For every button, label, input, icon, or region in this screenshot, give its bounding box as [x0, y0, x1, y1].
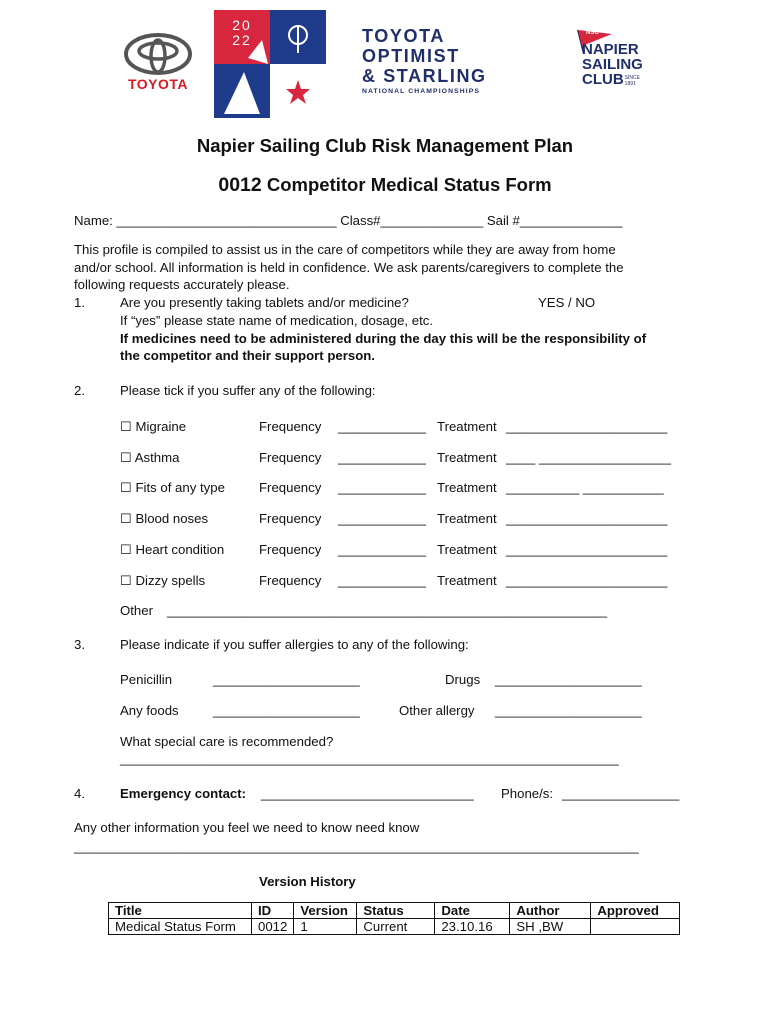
phone-blank[interactable]: ________________ [562, 786, 680, 801]
table-header-row [109, 903, 680, 919]
other-allergy-blank[interactable]: ____________________ [495, 703, 642, 718]
penicillin-blank[interactable]: ____________________ [213, 672, 360, 687]
col-title: Title [109, 903, 252, 919]
condition-migraine-checkbox[interactable]: ☐ Migraine [120, 419, 187, 434]
emergency-contact-label: Emergency contact: [120, 786, 247, 801]
col-author: Author [510, 903, 591, 919]
version-history-table [108, 902, 680, 935]
club-flag-text: NSC [586, 30, 599, 36]
championship-year-logo [214, 10, 326, 118]
frequency-label: Frequency [259, 511, 322, 526]
other-allergy-label: Other allergy [399, 703, 475, 718]
napier-sailing-club-logo [570, 28, 650, 100]
frequency-label: Frequency [259, 419, 322, 434]
other-condition-blank[interactable]: ____________________________________________________________ [167, 603, 608, 618]
col-version: Version [294, 903, 357, 919]
foods-blank[interactable]: ____________________ [213, 703, 360, 718]
frequency-label: Frequency [259, 573, 322, 588]
treatment-blank[interactable]: ____ __________________ [506, 450, 672, 465]
name-class-sail-line: Name: ______________________________ Class#______________ Sail #______________ [74, 213, 623, 228]
treatment-label: Treatment [437, 542, 497, 557]
special-care-blank[interactable]: ____________________________________________________________________ [120, 751, 619, 766]
drugs-label: Drugs [445, 672, 481, 687]
intro-line-3: following requests accurately please. [74, 277, 290, 292]
q1-note: If “yes” please state name of medication, dosage, etc. [120, 313, 434, 328]
event-line-2: OPTIMIST [362, 46, 460, 66]
other-info-label: Any other information you feel we need to know need know [74, 820, 420, 835]
q2-question: Please tick if you suffer any of the following: [120, 383, 376, 398]
club-line-3: CLUB [582, 71, 624, 88]
cell-author: SH ,BW [510, 919, 591, 935]
q1-yes-no: YES / NO [538, 295, 596, 310]
condition-dizzy-checkbox[interactable]: ☐ Dizzy spells [120, 573, 206, 588]
form-code: 0012 [218, 174, 262, 196]
q1-responsibility-line-2: the competitor and their support person. [120, 348, 375, 363]
special-care-label: What special care is recommended? [120, 734, 334, 749]
q1-question: Are you presently taking tablets and/or medicine? [120, 295, 409, 310]
intro-line-2: and/or school. All information is held in confidence. We ask parents/caregivers to complete the [74, 260, 624, 275]
cell-status: Current [357, 919, 435, 935]
emergency-contact-blank[interactable]: _____________________________ [261, 786, 474, 801]
condition-heart-checkbox[interactable]: ☐ Heart condition [120, 542, 225, 557]
treatment-label: Treatment [437, 419, 497, 434]
condition-blood-noses-checkbox[interactable]: ☐ Blood noses [120, 511, 209, 526]
frequency-blank[interactable]: ____________ [338, 573, 427, 588]
treatment-blank[interactable]: ______________________ [506, 511, 668, 526]
optimist-starling-logo [362, 26, 512, 106]
condition-asthma-checkbox[interactable]: ☐ Asthma [120, 450, 180, 465]
club-year: 1891 [624, 81, 636, 87]
frequency-blank[interactable]: ____________ [338, 450, 427, 465]
frequency-blank[interactable]: ____________ [338, 511, 427, 526]
condition-fits-checkbox[interactable]: ☐ Fits of any type [120, 480, 225, 495]
col-status: Status [357, 903, 435, 919]
q1-responsibility-line-1: If medicines need to be administered during the day this will be the responsibility of [120, 331, 647, 346]
toyota-wordmark: TOYOTA [127, 76, 189, 92]
treatment-label: Treatment [437, 450, 497, 465]
page-title: Napier Sailing Club Risk Management Plan [196, 135, 574, 156]
year-top: 20 [232, 17, 252, 33]
cell-id: 0012 [252, 919, 294, 935]
treatment-label: Treatment [437, 511, 497, 526]
frequency-blank[interactable]: ____________ [338, 419, 427, 434]
frequency-label: Frequency [259, 542, 322, 557]
q4-number: 4. [74, 786, 85, 801]
treatment-blank[interactable]: ______________________ [506, 573, 668, 588]
cell-date: 23.10.16 [435, 919, 510, 935]
version-history-heading: Version History [259, 874, 356, 889]
phone-label: Phone/s: [501, 786, 554, 801]
toyota-logo [118, 32, 198, 94]
q2-number: 2. [74, 383, 85, 398]
toyota-emblem-icon [118, 32, 198, 76]
event-line-1: TOYOTA [362, 26, 445, 46]
treatment-label: Treatment [437, 573, 497, 588]
club-since: SINCE [624, 75, 640, 81]
other-info-blank[interactable]: _____________________________________________________________________________ [74, 839, 639, 854]
form-name: Competitor Medical Status Form [266, 174, 552, 195]
club-line-2: SAILING [582, 56, 643, 73]
cell-title: Medical Status Form [109, 919, 252, 935]
frequency-blank[interactable]: ____________ [338, 542, 427, 557]
other-condition-label: Other [120, 603, 153, 618]
col-date: Date [435, 903, 510, 919]
q1-number: 1. [74, 295, 85, 310]
intro-line-1: This profile is compiled to assist us in the care of competitors while they are away from home [74, 242, 616, 257]
form-title [0, 174, 770, 197]
penicillin-label: Penicillin [120, 672, 173, 687]
col-approved: Approved [591, 903, 680, 919]
q3-question: Please indicate if you suffer allergies to any of the following: [120, 637, 469, 652]
treatment-blank[interactable]: ______________________ [506, 542, 668, 557]
q3-number: 3. [74, 637, 85, 652]
frequency-label: Frequency [259, 450, 322, 465]
col-id: ID [252, 903, 294, 919]
club-line-1: NAPIER [582, 41, 639, 58]
drugs-blank[interactable]: ____________________ [495, 672, 642, 687]
event-line-3: & STARLING [362, 66, 487, 86]
treatment-label: Treatment [437, 480, 497, 495]
frequency-blank[interactable]: ____________ [338, 480, 427, 495]
cell-approved [591, 919, 680, 935]
frequency-label: Frequency [259, 480, 322, 495]
table-row [109, 919, 680, 935]
treatment-blank[interactable]: __________ ___________ [506, 480, 664, 495]
foods-label: Any foods [120, 703, 179, 718]
treatment-blank[interactable]: ______________________ [506, 419, 668, 434]
year-bottom: 22 [232, 32, 252, 48]
cell-version: 1 [294, 919, 357, 935]
event-subtitle: NATIONAL CHAMPIONSHIPS [362, 88, 480, 95]
